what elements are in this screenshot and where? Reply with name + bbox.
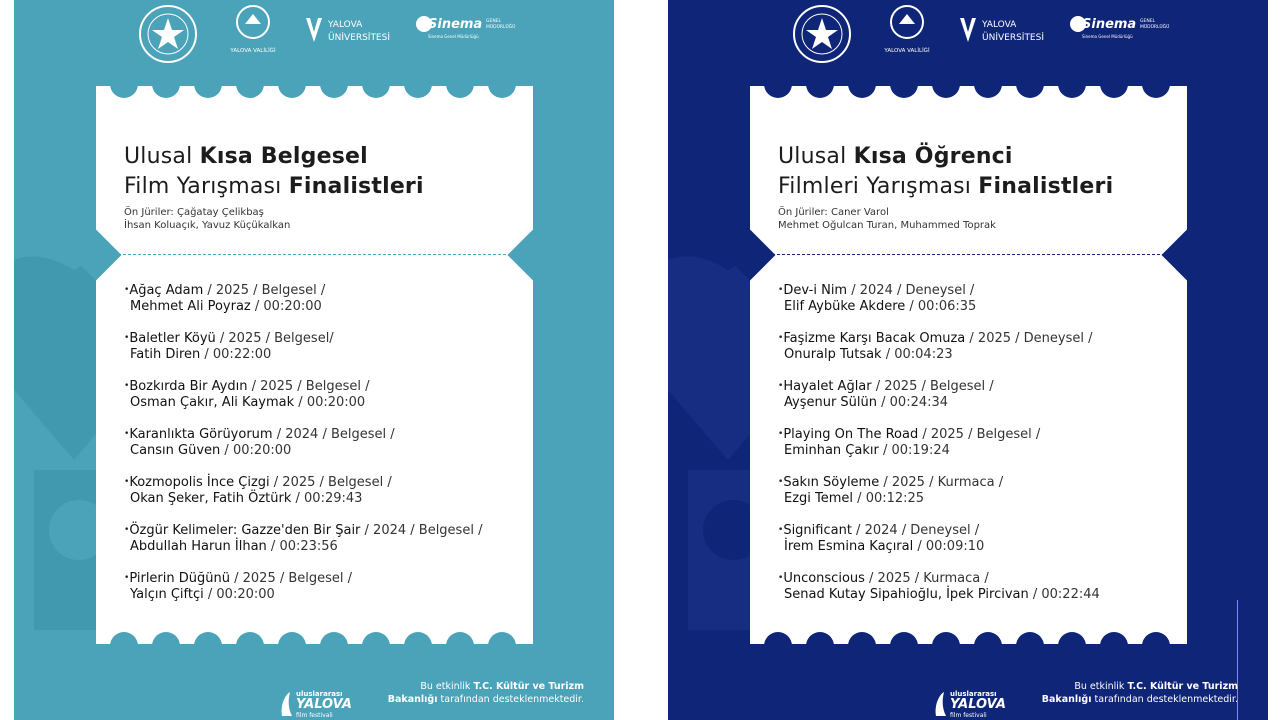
finalist-entry: •Kozmopolis İnce Çizgi / 2025 / Belgesel / Okan Şeker, Fatih Öztürk / 00:29:43 bbox=[124, 475, 392, 506]
finalist-entry: •Significant / 2024 / Deneysel / İrem Esmina Kaçıral / 00:09:10 bbox=[778, 523, 985, 554]
svg-text:GENEL: GENEL bbox=[486, 19, 502, 24]
sinema-genel-mudurlugu-logo bbox=[1068, 12, 1178, 42]
yalova-university-logo bbox=[956, 12, 1056, 48]
svg-text:MÜDÜRLÜĞÜ: MÜDÜRLÜĞÜ bbox=[486, 25, 516, 30]
valilik-logo bbox=[230, 2, 276, 58]
svg-text:YALOVA: YALOVA bbox=[328, 20, 363, 30]
finalist-entry: •Baletler Köyü / 2025 / Belgesel/ Fatih Diren / 00:22:00 bbox=[124, 331, 334, 362]
poster-documentary bbox=[14, 0, 614, 720]
svg-text:film festivali: film festivali bbox=[296, 712, 333, 719]
ticket-notch-right bbox=[1162, 230, 1213, 281]
svg-text:YALOVA: YALOVA bbox=[296, 697, 352, 712]
svg-text:Sinema Genel Müdürlüğü: Sinema Genel Müdürlüğü bbox=[428, 34, 479, 39]
logo-row bbox=[134, 2, 534, 62]
poster-title: Ulusal Kısa Belgesel Film Yarışması Finalistleri bbox=[124, 144, 424, 199]
finalist-entry: •Bozkırda Bir Aydın / 2025 / Belgesel / Osman Çakır, Ali Kaymak / 00:20:00 bbox=[124, 379, 370, 410]
ticket-scallop-top bbox=[96, 82, 533, 102]
ministry-seal-logo bbox=[138, 4, 198, 64]
ticket-scallop-top bbox=[750, 82, 1187, 102]
svg-text:YALOVA VALİLİĞİ: YALOVA VALİLİĞİ bbox=[884, 48, 930, 54]
finalist-entry: •Unconscious / 2025 / Kurmaca / Senad Kutay Sipahioğlu, İpek Pircivan / 00:22:44 bbox=[778, 571, 1100, 602]
svg-text:Sinema Genel Müdürlüğü: Sinema Genel Müdürlüğü bbox=[1082, 34, 1133, 39]
svg-text:YALOVA: YALOVA bbox=[950, 697, 1006, 712]
finalist-entry: •Pirlerin Düğünü / 2025 / Belgesel / Yalçın Çiftçi / 00:20:00 bbox=[124, 571, 353, 602]
finalist-entry: •Dev-i Nim / 2024 / Deneysel / Elif Aybüke Akdere / 00:06:35 bbox=[778, 283, 977, 314]
ticket-card bbox=[750, 86, 1187, 644]
svg-text:YALOVA VALİLİĞİ: YALOVA VALİLİĞİ bbox=[230, 48, 276, 54]
poster-student bbox=[668, 0, 1268, 720]
poster-title: Ulusal Kısa Öğrenci Filmleri Yarışması Finalistleri bbox=[778, 144, 1114, 199]
finalist-entry: •Karanlıkta Görüyorum / 2024 / Belgesel / Cansın Güven / 00:20:00 bbox=[124, 427, 395, 458]
svg-text:Sinema: Sinema bbox=[1082, 17, 1137, 32]
valilik-logo bbox=[884, 2, 930, 58]
svg-text:GENEL: GENEL bbox=[1140, 19, 1156, 24]
finalist-entry: •Playing On The Road / 2025 / Belgesel / Eminhan Çakır / 00:19:24 bbox=[778, 427, 1041, 458]
svg-text:MÜDÜRLÜĞÜ: MÜDÜRLÜĞÜ bbox=[1140, 25, 1170, 30]
finalist-entry: •Sakın Söyleme / 2025 / Kurmaca / Ezgi Temel / 00:12:25 bbox=[778, 475, 1004, 506]
logo-row bbox=[788, 2, 1188, 62]
svg-text:uluslararası: uluslararası bbox=[950, 690, 997, 698]
svg-text:Sinema: Sinema bbox=[428, 17, 483, 32]
svg-text:uluslararası: uluslararası bbox=[296, 690, 343, 698]
finalist-list bbox=[778, 282, 1178, 618]
yalova-university-logo bbox=[302, 12, 402, 48]
svg-text:YALOVA: YALOVA bbox=[982, 20, 1017, 30]
finalist-entry: •Hayalet Ağlar / 2025 / Belgesel / Ayşenur Sülün / 00:24:34 bbox=[778, 379, 994, 410]
ministry-support-note: Bu etkinlik T.C. Kültür ve Turizm Bakanlığı tarafından desteklenmektedir. bbox=[1041, 681, 1238, 705]
svg-text:ÜNİVERSİTESİ: ÜNİVERSİTESİ bbox=[982, 33, 1044, 43]
finalist-entry: •Özgür Kelimeler: Gazze'den Bir Şair / 2024 / Belgesel / Abdullah Harun İlhan / 00:23:56 bbox=[124, 523, 483, 554]
finalist-entry: •Ağaç Adam / 2025 / Belgesel / Mehmet Ali Poyraz / 00:20:00 bbox=[124, 283, 326, 314]
sinema-genel-mudurlugu-logo bbox=[414, 12, 524, 42]
ticket-divider bbox=[772, 254, 1165, 255]
ticket-scallop-bottom bbox=[96, 628, 533, 648]
finalist-list bbox=[124, 282, 524, 618]
ministry-seal-logo bbox=[792, 4, 852, 64]
ticket-divider bbox=[118, 254, 511, 255]
ministry-support-note: Bu etkinlik T.C. Kültür ve Turizm Bakanlığı tarafından desteklenmektedir. bbox=[387, 681, 584, 705]
svg-text:ÜNİVERSİTESİ: ÜNİVERSİTESİ bbox=[328, 33, 390, 43]
svg-text:film festivali: film festivali bbox=[950, 712, 987, 719]
jury-list: Ön Jüriler: Caner Varol Mehmet Oğulcan Turan, Muhammed Toprak bbox=[778, 207, 996, 231]
ticket-notch-right bbox=[508, 230, 559, 281]
jury-list: Ön Jüriler: Çağatay Çelikbaş İhsan Koluaçık, Yavuz Küçükalkan bbox=[124, 207, 291, 231]
ticket-scallop-bottom bbox=[750, 628, 1187, 648]
finalist-entry: •Faşizme Karşı Bacak Omuza / 2025 / Deneysel / Onuralp Tutsak / 00:04:23 bbox=[778, 331, 1093, 362]
ticket-card bbox=[96, 86, 533, 644]
